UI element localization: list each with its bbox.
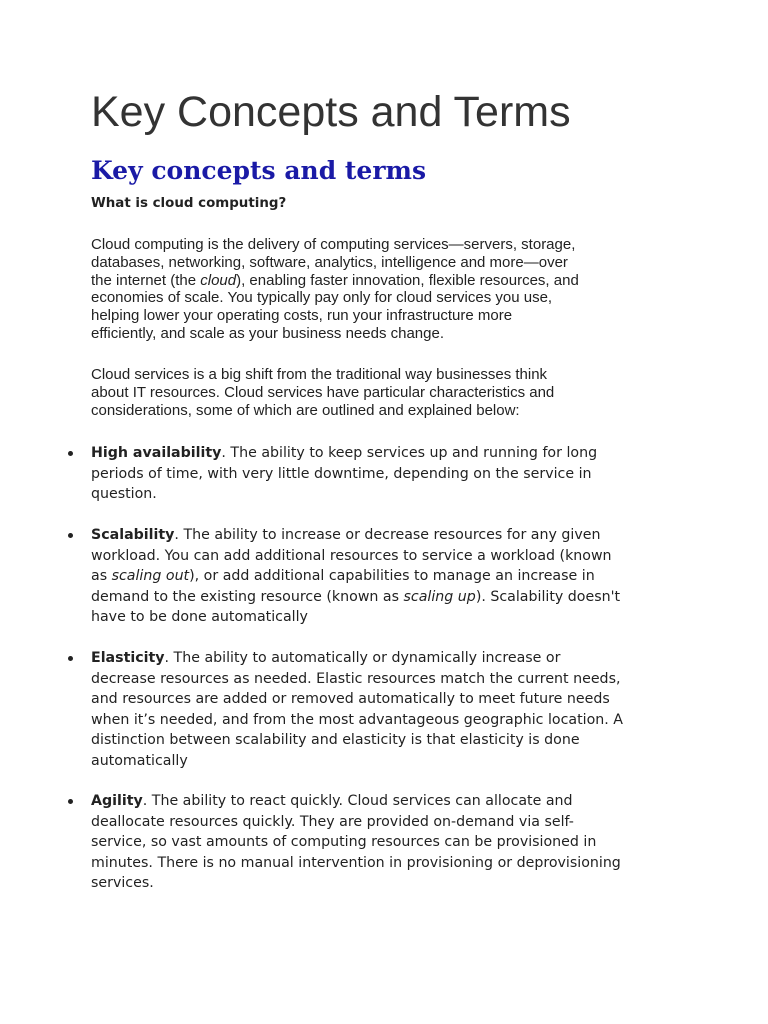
list-item-line: minutes. There is no manual intervention in provisioning or deprovisioning: [91, 854, 621, 871]
term-label: Agility: [91, 793, 143, 809]
paragraph-line: [91, 272, 691, 290]
paragraph-line: about IT resources. Cloud services have particular characteristics and: [91, 383, 555, 401]
emphasis-cloud: cloud: [200, 271, 237, 289]
bullet-icon: [68, 656, 73, 661]
list-item-line: automatically: [91, 752, 188, 769]
term-label: High availability: [91, 445, 222, 461]
paragraph-line: considerations, some of which are outlined and explained below:: [91, 401, 520, 419]
list-item-line: [91, 791, 691, 812]
list-item-line: services.: [91, 875, 154, 892]
list-item-line: [91, 443, 691, 464]
paragraph-text: the internet (the: [91, 271, 201, 289]
list-item-text: demand to the existing resource (known as: [91, 588, 404, 605]
term-label: Scalability: [91, 527, 175, 543]
list-item-text: . The ability to automatically or dynamically increase or: [164, 650, 561, 666]
list-item-line: when it’s needed, and from the most advantageous geographic location. A: [91, 711, 623, 728]
list-item-line: [91, 587, 691, 608]
paragraph-line: Cloud services is a big shift from the traditional way businesses think: [91, 366, 548, 383]
list-item-body: [91, 525, 691, 628]
list-item-text: ). Scalability doesn't: [475, 588, 621, 605]
list-item-line: and resources are added or removed automatically to meet future needs: [91, 691, 610, 708]
list-item-line: deallocate resources quickly. They are provided on-demand via self-: [91, 813, 574, 830]
list-item-text: as: [91, 568, 112, 585]
list-item-body: [91, 791, 691, 894]
list-item-body: [91, 648, 691, 772]
list-item-text: . The ability to keep services up and running for long: [221, 445, 598, 461]
list-item-line: [91, 648, 691, 669]
emphasis-scaling-out: scaling out: [111, 568, 190, 585]
list-item-body: [91, 443, 691, 505]
paragraph-cloud-services-intro: [91, 366, 691, 419]
list-item-line: periods of time, with very little downtime, depending on the service in: [91, 465, 592, 482]
bullet-icon: [68, 451, 73, 456]
list-item-line: decrease resources as needed. Elastic resources match the current needs,: [91, 670, 621, 687]
bullet-icon: [68, 533, 73, 538]
paragraph-line: helping lower your operating costs, run your infrastructure more: [91, 307, 513, 325]
paragraph-line: economies of scale. You typically pay only for cloud services you use,: [91, 289, 553, 307]
paragraph-line: efficiently, and scale as your business needs change.: [91, 324, 444, 342]
section-heading: Key concepts and terms: [91, 156, 427, 185]
bullet-icon: [68, 799, 73, 804]
page-title: Key Concepts and Terms: [91, 88, 571, 136]
list-item-line: have to be done automatically: [91, 609, 308, 626]
list-item-text: . The ability to react quickly. Cloud services can allocate and: [142, 793, 573, 809]
paragraph-cloud-computing-definition: [91, 236, 691, 343]
list-item-text: . The ability to increase or decrease resources for any given: [174, 527, 601, 543]
list-item-line: [91, 525, 691, 546]
list-item-line: [91, 566, 691, 587]
paragraph-line: Cloud computing is the delivery of computing services—servers, storage,: [91, 236, 576, 253]
question-heading: What is cloud computing?: [91, 196, 287, 211]
list-item-text: ), or add additional capabilities to manage an increase in: [189, 568, 595, 585]
paragraph-text: ), enabling faster innovation, flexible resources, and: [236, 271, 579, 289]
list-item-line: question.: [91, 486, 157, 503]
list-item-line: workload. You can add additional resources to service a workload (known: [91, 547, 612, 564]
paragraph-line: databases, networking, software, analytics, intelligence and more—over: [91, 253, 568, 271]
term-label: Elasticity: [91, 650, 165, 666]
emphasis-scaling-up: scaling up: [403, 588, 476, 605]
list-item-line: distinction between scalability and elasticity is that elasticity is done: [91, 732, 580, 749]
list-item-line: service, so vast amounts of computing resources can be provisioned in: [91, 834, 597, 851]
